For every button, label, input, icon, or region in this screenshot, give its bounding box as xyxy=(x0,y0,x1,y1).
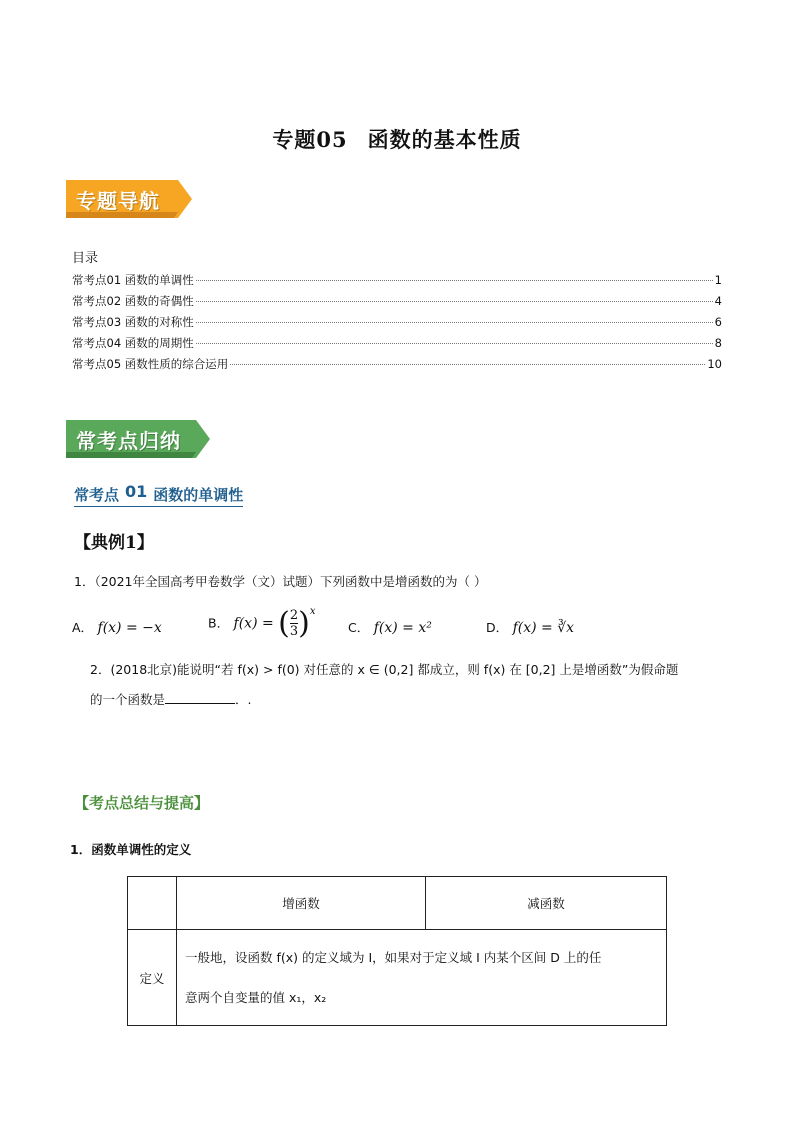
table-header-increasing: 增函数 xyxy=(177,877,426,930)
answer-blank[interactable] xyxy=(165,691,235,704)
definition-line-1: 一般地，设函数 f(x) 的定义域为 I，如果对于定义域 I 内某个区间 D 上的任 xyxy=(185,949,602,965)
option-d xyxy=(486,618,574,636)
option-c xyxy=(348,618,432,636)
question-1-stem: 1．（2021年全国高考甲卷数学（文）试题）下列函数中是增函数的为（ ） xyxy=(74,574,487,589)
toc-heading: 目录 xyxy=(72,251,99,266)
toc-item[interactable] xyxy=(72,272,722,293)
table-corner-cell xyxy=(128,877,177,930)
question-2-line-1: 2．(2018北京)能说明“若 f(x) > f(0) 对任意的 x ∈ (0,2] 都成立，则 f(x) 在 [0,2] 上是增函数”为假命题 xyxy=(90,662,679,677)
summary-heading: 【考点总结与提高】 xyxy=(74,794,210,812)
toc-item-label: 常考点02 函数的奇偶性 xyxy=(72,294,194,308)
left-paren-symbol: ( xyxy=(278,606,290,641)
banner-label: 专题导航 xyxy=(76,189,160,213)
title-topic-name: 函数的基本性质 xyxy=(367,127,522,152)
toc-item-label: 常考点04 函数的周期性 xyxy=(72,336,194,350)
toc-item-page: 6 xyxy=(714,315,722,329)
toc-item[interactable] xyxy=(72,314,722,335)
question-2-line-2 xyxy=(90,690,252,708)
definition-heading: 1．函数单调性的定义 xyxy=(70,842,192,857)
option-c-expression: f(x) = x² xyxy=(373,620,432,636)
banner-label: 常考点归纳 xyxy=(76,429,181,453)
option-b-exponent: x xyxy=(309,605,316,617)
toc-dot-leader xyxy=(196,322,713,323)
option-b-prefix: f(x) = xyxy=(233,615,274,632)
option-d-label: D． xyxy=(486,620,509,635)
example-label: 【典例1】 xyxy=(74,533,154,553)
section-prefix: 常考点 xyxy=(74,486,120,504)
toc-item-label: 常考点03 函数的对称性 xyxy=(72,315,194,329)
section-name: 函数的单调性 xyxy=(153,486,244,504)
monotonicity-table xyxy=(127,876,667,1026)
option-a-expression: f(x) = −x xyxy=(97,620,162,636)
fraction-numerator: 2 xyxy=(289,608,299,623)
option-b-label: B． xyxy=(208,615,230,631)
option-a xyxy=(72,618,162,636)
table-header-decreasing: 减函数 xyxy=(426,877,667,930)
toc-dot-leader xyxy=(196,280,713,281)
toc-dot-leader xyxy=(196,343,713,344)
table-row-label: 定义 xyxy=(128,930,177,1026)
right-paren-symbol: ) xyxy=(298,606,310,641)
option-c-label: C． xyxy=(348,620,370,635)
title-topic-number: 专题05 xyxy=(272,127,348,152)
banner-topic-navigation xyxy=(66,180,192,218)
table-of-contents xyxy=(72,272,722,377)
question-2-prefix: 的一个函数是 xyxy=(90,692,166,707)
toc-item[interactable] xyxy=(72,293,722,314)
option-b xyxy=(208,606,316,641)
option-d-expression: f(x) = ∛x xyxy=(512,620,575,636)
toc-item-page: 10 xyxy=(707,357,722,371)
table-row xyxy=(128,930,667,1026)
fraction-denominator: 3 xyxy=(289,624,299,639)
toc-item-page: 4 xyxy=(714,294,722,308)
toc-item-label: 常考点01 函数的单调性 xyxy=(72,273,194,287)
toc-dot-leader xyxy=(230,364,705,365)
toc-item[interactable] xyxy=(72,356,722,377)
toc-item-page: 1 xyxy=(714,273,722,287)
toc-item-page: 8 xyxy=(714,336,722,350)
definition-line-2: 意两个自变量的值 x₁，x₂ xyxy=(185,989,327,1005)
option-a-label: A． xyxy=(72,620,94,635)
toc-item[interactable] xyxy=(72,335,722,356)
question-1-options xyxy=(0,605,794,652)
question-2-suffix: ．. xyxy=(235,692,252,707)
page-title xyxy=(0,124,794,154)
toc-dot-leader xyxy=(196,301,713,302)
table-header-row xyxy=(128,877,667,930)
fraction xyxy=(290,608,298,639)
section-number: 01 xyxy=(125,482,148,501)
banner-key-points xyxy=(66,420,210,458)
toc-item-label: 常考点05 函数性质的综合运用 xyxy=(72,357,229,371)
table-definition-cell xyxy=(177,930,667,1026)
section-heading xyxy=(74,484,243,507)
